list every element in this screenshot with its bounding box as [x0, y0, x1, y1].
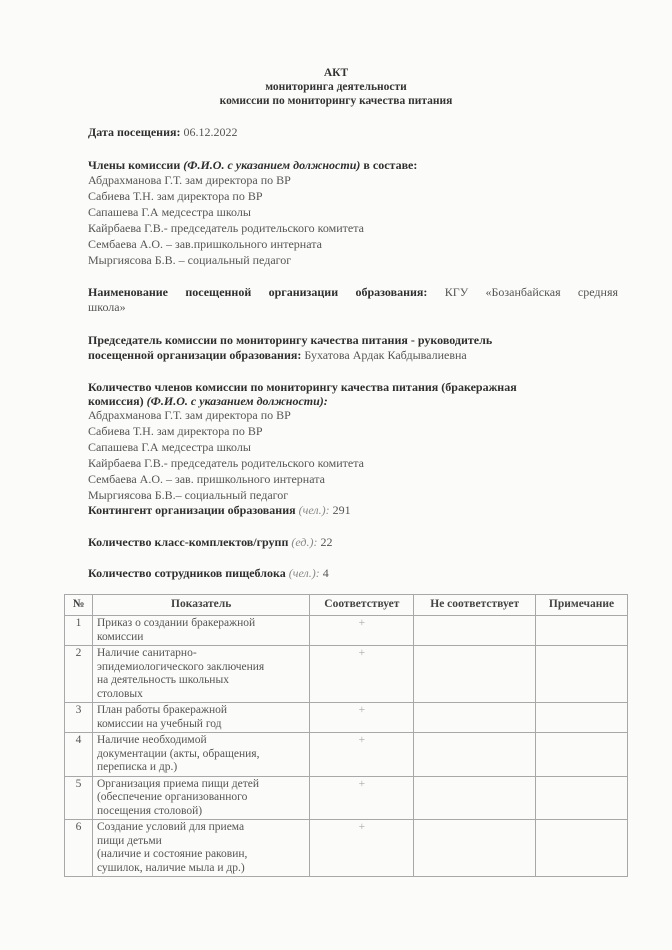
row-non-compliant: [414, 703, 536, 733]
visit-date-label: Дата посещения:: [88, 125, 181, 139]
table-row: [65, 616, 628, 646]
header-indicator: Показатель: [92, 595, 309, 616]
row-compliant-mark: +: [310, 703, 414, 733]
staff-label: Количество сотрудников пищеблока: [88, 566, 286, 580]
row-num: 3: [65, 703, 93, 733]
row-indicator-line: переписка и др.): [96, 761, 178, 773]
row-indicator: [92, 616, 309, 646]
row-indicator-line: комиссии на учебный год: [96, 717, 222, 730]
classes-label: Количество класс-комплектов/групп: [88, 535, 289, 549]
commission-member-1: Абдрахманова Г.Т. зам директора по ВР: [88, 408, 291, 422]
row-note: [536, 646, 628, 703]
row-non-compliant: [414, 820, 536, 877]
row-note: [536, 776, 628, 820]
staff-unit: (чел.):: [288, 566, 320, 580]
act-subtitle-2: комиссии по мониторингу качества питания: [219, 95, 453, 107]
row-indicator-line: сушилок, наличие мыла и др.): [96, 861, 245, 874]
table-header-row: [65, 595, 628, 616]
row-indicator: [92, 703, 309, 733]
contingent-value: 291: [332, 503, 351, 517]
members-heading-bold-1: Члены комиссии: [88, 158, 181, 172]
row-num: 4: [65, 733, 93, 777]
header-non-compliant: Не соответствует: [414, 595, 536, 616]
row-indicator-line: комиссии: [96, 630, 144, 643]
commission-count-line-2: [88, 394, 328, 408]
commission-count-label-1: Количество членов комиссии по мониторингу качества питания (бракеражная: [88, 380, 517, 394]
member-3: Сапашева Г.А медсестра школы: [88, 205, 251, 219]
row-compliant-mark: +: [310, 733, 414, 777]
row-note: [536, 733, 628, 777]
commission-member-3: Сапашева Г.А медсестра школы: [88, 440, 251, 454]
row-indicator-line: пищи детьми: [96, 834, 162, 847]
row-indicator-line: Организация приема пищи детей: [96, 777, 260, 790]
member-6: Мыргиясова Б.В. – социальный педагог: [88, 253, 292, 267]
act-subtitle-1: мониторинга деятельности: [265, 81, 407, 93]
row-indicator-line: Наличие санитарно-: [96, 647, 197, 659]
row-non-compliant: [414, 776, 536, 820]
commission-member-2: Сабиева Т.Н. зам директора по ВР: [88, 424, 263, 438]
chairman-line-2: [88, 348, 467, 362]
table-row: [65, 733, 628, 777]
row-indicator-line: Приказ о создании бракеражной: [96, 617, 256, 629]
row-num: 2: [65, 646, 93, 703]
row-indicator: [92, 733, 309, 777]
row-indicator-line: столовых: [96, 687, 143, 700]
row-indicator-line: посещения столовой): [96, 804, 203, 817]
row-indicator-line: (наличие и состояние раковин,: [96, 848, 248, 860]
row-note: [536, 703, 628, 733]
contingent-label: Контингент организации образования: [88, 503, 296, 517]
member-4: Кайрбаева Г.В.- председатель родительского комитета: [88, 221, 364, 235]
chairman-label-1: Председатель комиссии по мониторингу качества питания - руководитель: [88, 333, 493, 347]
row-note: [536, 820, 628, 877]
commission-count-label-2: комиссия): [88, 394, 144, 408]
act-title: АКТ: [323, 67, 349, 79]
organization-label: Наименование посещенной организации образования:: [88, 285, 428, 299]
indicators-table: [64, 594, 628, 877]
classes-line: [88, 535, 332, 549]
row-indicator-line: эпидемиологического заключения: [96, 660, 265, 673]
commission-count-label-italic: (Ф.И.О. с указанием должности):: [146, 394, 328, 408]
row-num: 6: [65, 820, 93, 877]
table-row: [65, 776, 628, 820]
row-indicator-line: на деятельность школьных: [96, 674, 229, 686]
members-heading: [88, 158, 417, 172]
row-indicator-line: План работы бракеражной: [96, 704, 228, 716]
row-indicator: [92, 646, 309, 703]
row-num: 1: [65, 616, 93, 646]
contingent-unit: (чел.):: [298, 503, 330, 517]
member-1: Абдрахманова Г.Т. зам директора по ВР: [88, 173, 291, 187]
staff-line: [88, 566, 329, 580]
row-indicator-line: Создание условий для приема: [96, 821, 245, 833]
organization-value-2: школа»: [88, 300, 126, 314]
row-note: [536, 616, 628, 646]
organization-value-1: КГУ «Бозанбайская средняя: [444, 285, 618, 299]
chairman-label-2: посещенной организации образования:: [88, 348, 302, 362]
row-indicator: [92, 820, 309, 877]
row-compliant-mark: +: [310, 820, 414, 877]
commission-member-5: Сембаева А.О. – зав. пришкольного интерната: [88, 472, 325, 486]
classes-unit: (ед.):: [291, 535, 318, 549]
row-indicator-line: (обеспечение организованного: [96, 791, 248, 803]
commission-member-4: Кайрбаева Г.В.- председатель родительского комитета: [88, 456, 364, 470]
row-compliant-mark: +: [310, 646, 414, 703]
row-num: 5: [65, 776, 93, 820]
act-title-block: [0, 66, 672, 108]
row-indicator-line: Наличие необходимой: [96, 734, 207, 746]
member-2: Сабиева Т.Н. зам директора по ВР: [88, 189, 263, 203]
row-non-compliant: [414, 616, 536, 646]
row-compliant-mark: +: [310, 776, 414, 820]
staff-value: 4: [322, 566, 329, 580]
visit-date-value: 06.12.2022: [183, 125, 238, 139]
classes-value: 22: [320, 535, 333, 549]
visit-date-line: [88, 125, 237, 139]
chairman-value: Бухатова Ардак Кабдывалиевна: [304, 348, 467, 362]
table-row: [65, 646, 628, 703]
members-heading-bold-2: в составе:: [363, 158, 418, 172]
row-indicator: [92, 776, 309, 820]
table-row: [65, 820, 628, 877]
members-heading-italic: (Ф.И.О. с указанием должности): [183, 158, 361, 172]
table-row: [65, 703, 628, 733]
header-note: Примечание: [536, 595, 628, 616]
member-5: Сембаева А.О. – зав.пришкольного интерната: [88, 237, 322, 251]
commission-member-6: Мыргиясова Б.В.– социальный педагог: [88, 488, 289, 502]
header-num: №: [65, 595, 93, 616]
row-non-compliant: [414, 646, 536, 703]
row-non-compliant: [414, 733, 536, 777]
organization-line-1: [88, 285, 618, 299]
row-compliant-mark: +: [310, 616, 414, 646]
contingent-line: [88, 503, 351, 517]
row-indicator-line: документации (акты, обращения,: [96, 747, 260, 760]
header-compliant: Соответствует: [310, 595, 414, 616]
